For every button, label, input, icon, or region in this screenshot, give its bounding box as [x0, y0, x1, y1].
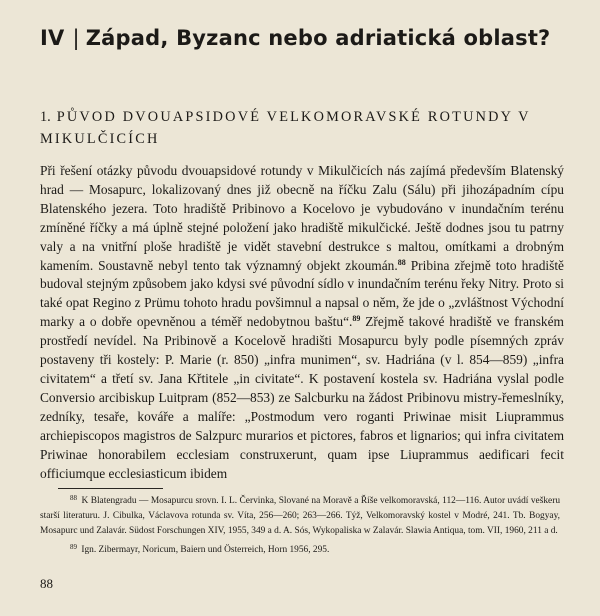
- footnote-ref-89: 89: [352, 314, 361, 324]
- footnote-text: Ign. Zibermayr, Noricum, Baiern und Österreich, Horn 1956, 295.: [81, 544, 330, 555]
- footnote-mark: 89: [70, 542, 77, 551]
- footnote-text: K Blatengradu — Mosapurcu srovn. I. L. Červinka, Slované na Moravě a Říše velkomoravská, 112—116. Autor uvádí veškeru starší literaturu. J. Cibulka, Václavova rotunda sv. Víta, 256—260; 263—266. Týž, Velkomoravský kostel v Modré, 241. Tb. Bogyay, Mosapurc und Zalavár. Südost Forschungen XIV, 1955, 349 a d. A. Sós, Wykopaliska w Zalavár. Slawia Antiqua, tom. VII, 1960, 211 a d.: [40, 496, 561, 537]
- footnote-88: [40, 494, 560, 540]
- footnote-ref-88: 88: [397, 257, 406, 267]
- body-text-part-1: Při řešení otázky původu dvouapsidové rotundy v Mikulčicích nás zajímá především Blatenský hrad — Mosapurc, lokalizovaný dnes již obecně na říčku Zalu (Sálu) při jihozápadním cípu Blatenského jezera. Toto hradiště Pribinovo a Kocelovo je vybudováno v inundačním terénu zmíněné říčky a má úplně stejné položení jako hradiště mikulčické. Ještě dodnes jsou tu patrny valy a na vnitřní ploše hradiště je vidět stavební destrukce s maltou, omítkami a drobným kamením. Soustavně nebyl tento tak významný objekt zkoumán.: [40, 163, 564, 273]
- chapter-title: Západ, Byzanc nebo adriatická oblast?: [85, 26, 551, 50]
- chapter-separator: |: [72, 26, 80, 50]
- page-number: 88: [40, 576, 53, 591]
- footnotes: [40, 494, 560, 561]
- chapter-heading: [40, 26, 580, 50]
- section-heading: [40, 106, 560, 150]
- chapter-number: IV: [40, 26, 65, 50]
- body-text-part-2: Pribina zřejmě toto hradiště budoval stejným způsobem jako kdysi své původní sídlo v inundačním terénu řeky Nitry. Proto si také opat Regino z Prümu tohoto hradu povšimnul a napsal o něm, že jde o „zvláštnost Východní marky a o dobře opevněnou a téměř nedobytnou baštu“.: [40, 257, 564, 330]
- section-title: PŮVOD DVOUAPSIDOVÉ VELKOMORAVSKÉ ROTUNDY V MIKULČICÍCH: [40, 109, 531, 147]
- section-number: 1.: [40, 109, 51, 125]
- body-paragraph: [40, 162, 564, 483]
- footnote-89: [40, 543, 560, 558]
- footnote-divider: [58, 488, 163, 489]
- body-text-part-3: Zřejmě takové hradiště ve franském prostředí nevídel. Na Pribinově a Kocelově hradišti Mosapurcu byly podle písemných zpráv postaveny tři kostely: P. Marie (r. 850) „infra munimen“, sv. Hadriána (v l. 854—859) „infra civitatem“ a třetí sv. Jana Křtitele „in civitate“. K postavení kostela sv. Hadriána vyslal podle Conversio arcibiskup Luitpram (852—853) ze Salcburku na žádost Pribinovu mistry-řemeslníky, zedníky, tesaře, kováře a malíře: „Postmodum vero roganti Priwinae misit Liuprammus archiepiscopos magistros de Salzpurc murarios et pictores, fabros et lignarios; qui infra civitatem Priwinae honorabilem ecclesiam construxerunt, quam ipse Liuprammus aedificari fecit officiumque ecclesiasticum ibidem: [40, 314, 564, 481]
- footnote-mark: 88: [70, 494, 77, 502]
